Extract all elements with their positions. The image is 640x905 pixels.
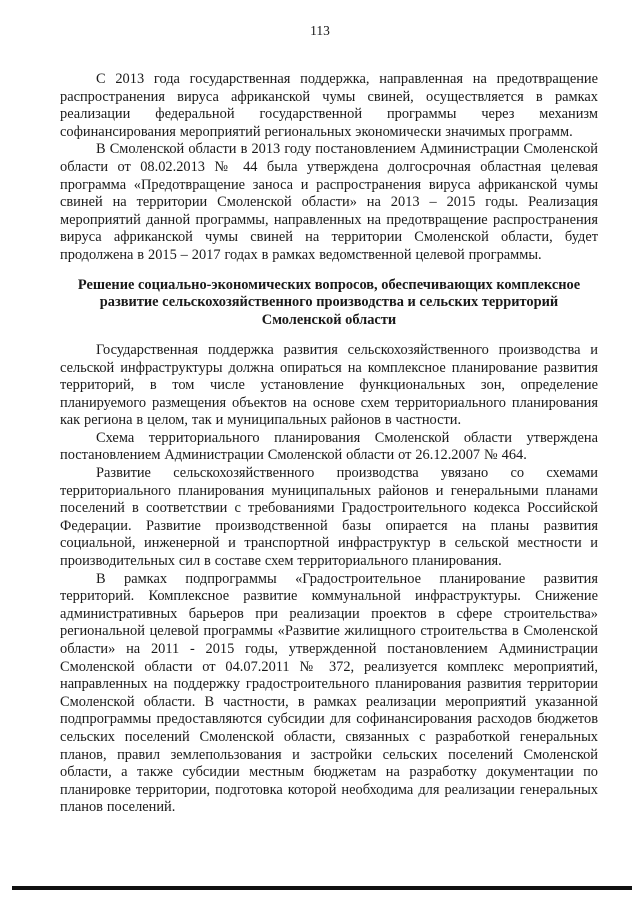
paragraph-3: Государственная поддержка развития сельскохозяйственного производства и сельской инфраструктуры должна опираться на комплексное планирование развития территорий, в том числе установление функциональных зон, определение планируемого размещения объектов на основе схем территориального планирования как региона в целом, так и муниципальных районов в частности. [60,341,598,429]
bottom-rule [12,886,632,890]
paragraph-1: С 2013 года государственная поддержка, направленная на предотвращение распространения вируса африканской чумы свиней, осуществляется в рамках реализации федеральной государственной программы через механизм софинансирования мероприятий региональных экономически значимых программ. [60,71,598,140]
page-number: 113 [310,23,330,38]
section-heading: Решение социально-экономических вопросов, обеспечивающих комплексное развитие сельскохозяйственного производства и сельских территорий Смоленской области [77,276,581,329]
page-content [60,71,598,817]
paragraph-6: В рамках подпрограммы «Градостроительное планирование развития территорий. Комплексное развитие коммунальной инфраструктуры. Снижение административных барьеров при реализации проектов в сфере строительства» региональной целевой программы «Развитие жилищного строительства в Смоленской области» на 2011 - 2015 годы, утвержденной постановлением Администрации Смоленской области от 04.07.2011 № 372, реализуется комплекс мероприятий, направленных на поддержку градостроительного планирования развития территории Смоленской области. В частности, в рамках реализации мероприятий указанной подпрограммы предоставляются субсидии для софинансирования расходов бюджетов сельских поселений Смоленской области, связанных с разработкой генеральных планов, правил землепользования и застройки сельских поселений Смоленской области, а также субсидии местным бюджетам на разработку документации по планировке территории, подготовка которой необходима для реализации генеральных планов поселений. [60,570,598,816]
paragraph-2: В Смоленской области в 2013 году постановлением Администрации Смоленской области от 08.02.2013 № 44 была утверждена долгосрочная областная целевая программа «Предотвращение заноса и распространения вируса африканской чумы свиней на территории Смоленской области» на 2013 – 2015 годы. Реализация мероприятий данной программы, направленных на предотвращение распространения вируса африканской чумы свиней на территории Смоленской области, будет продолжена в 2015 – 2017 годах в рамках ведомственной целевой программы. [60,141,598,263]
paragraph-4: Схема территориального планирования Смоленской области утверждена постановлением Администрации Смоленской области от 26.12.2007 № 464. [60,429,598,464]
paragraph-5: Развитие сельскохозяйственного производства увязано со схемами территориального планирования муниципальных районов и генеральными планами поселений в соответствии с требованиями Градостроительного кодекса Российской Федерации. Развитие производственной базы опирается на планы развития социальной, инженерной и транспортной инфраструктур в сельской местности и производительных сил в составе схем территориального планирования. [60,465,598,570]
